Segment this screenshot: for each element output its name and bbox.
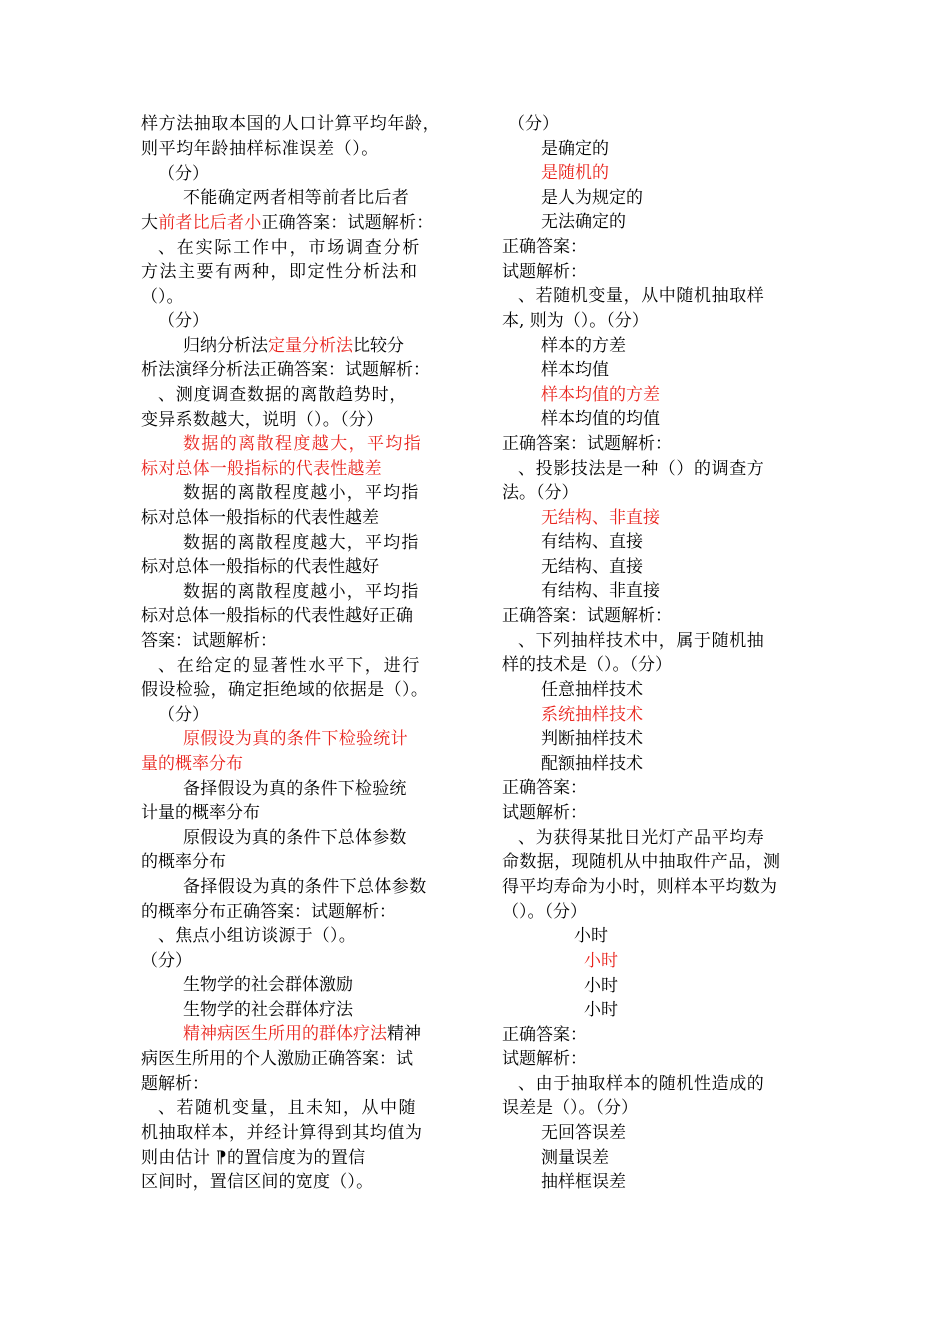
answer-highlight: 精神病医生所用的群体疗法	[183, 1024, 387, 1044]
answer-highlight: 无结构、非直接	[541, 508, 660, 528]
text-line: 、在给定的显著性水平下，进行	[158, 656, 422, 676]
answer-highlight: 样本均值的方差	[541, 385, 660, 405]
text-line	[183, 432, 422, 456]
answer-highlight: 标对总体一般指标的代表性越差	[141, 459, 382, 479]
text-line: 、由于抽取样本的随机性造成的	[518, 1074, 765, 1094]
text-span: 正确答案：试题解析：	[261, 213, 434, 233]
text-line: 、若随机变量，从中随机抽取样	[518, 286, 765, 306]
text-line: 任意抽样技术	[541, 680, 643, 700]
text-line: 备择假设为真的条件下检验统	[183, 779, 407, 799]
text-line: 题解析：	[141, 1074, 209, 1094]
text-line	[141, 457, 382, 481]
text-line: 得平均寿命为小时，则样本平均数为	[502, 877, 778, 897]
text-line: 数据的离散程度越小，平均指	[183, 483, 420, 503]
text-line: 配额抽样技术	[541, 754, 643, 774]
text-line: 样的技术是（）。（分）	[502, 655, 672, 675]
text-line: 正确答案：试题解析：	[502, 434, 672, 454]
text-line: 则由估计 ⁋的置信度为的置信	[141, 1148, 366, 1168]
text-line: 标对总体一般指标的代表性越好	[141, 557, 379, 577]
text-line: 不能确定两者相等前者比后者	[183, 188, 410, 208]
text-line: 抽样框误差	[541, 1172, 626, 1192]
text-line: （分）	[508, 114, 559, 134]
text-line	[141, 211, 433, 235]
text-line: 样本均值的均值	[541, 409, 660, 429]
text-line: 原假设为真的条件下总体参数	[183, 828, 407, 848]
text-line: 数据的离散程度越大，平均指	[183, 533, 420, 553]
text-line: 答案：试题解析：	[141, 631, 277, 651]
answer-highlight: 量的概率分布	[141, 754, 243, 774]
text-line: （分）	[158, 311, 209, 331]
text-line: （）。	[141, 287, 184, 307]
text-line: 、若随机变量，且未知，从中随	[158, 1098, 417, 1118]
text-line: 数据的离散程度越小，平均指	[183, 582, 420, 602]
text-line: 本, 则为（）。（分）	[502, 311, 649, 331]
text-line: 生物学的社会群体疗法	[183, 1000, 353, 1020]
text-line: 无法确定的	[541, 212, 626, 232]
text-line	[541, 161, 609, 185]
text-line: 正确答案：	[502, 778, 587, 798]
text-line: （）。（分）	[502, 902, 587, 922]
text-line: 小时	[584, 1000, 618, 1020]
text-line: 方法主要有两种，即定性分析法和	[141, 262, 419, 282]
text-line: （分）	[158, 164, 209, 184]
text-line: 的概率分布正确答案：试题解析：	[141, 902, 396, 922]
text-span: 精神	[387, 1024, 421, 1044]
answer-highlight: 小时	[584, 951, 618, 971]
text-line: 有结构、直接	[541, 532, 643, 552]
text-line	[541, 506, 660, 530]
answer-highlight: 前者比后者小	[158, 213, 262, 233]
text-line: （分）	[141, 951, 192, 971]
text-span: 大	[141, 213, 159, 233]
answer-highlight: 原假设为真的条件下检验统计	[183, 729, 408, 749]
text-line: 则平均年龄抽样标准误差（）。	[141, 139, 379, 159]
answer-highlight: 是随机的	[541, 163, 609, 183]
text-span: 比较分	[353, 336, 404, 356]
text-line: 试题解析：	[502, 803, 587, 823]
text-line: 的概率分布	[141, 852, 226, 872]
answer-highlight: 定量分析法	[268, 336, 353, 356]
text-line	[141, 752, 243, 776]
text-line: 小时	[574, 926, 608, 946]
text-line: 备择假设为真的条件下总体参数	[183, 877, 427, 897]
text-line: 、测度调查数据的离散趋势时，	[158, 385, 408, 405]
text-line: 误差是（）。（分）	[502, 1098, 638, 1118]
text-line: 是人为规定的	[541, 188, 643, 208]
text-line: （分）	[158, 705, 209, 725]
text-span: 归纳分析法	[183, 336, 268, 356]
answer-highlight: 系统抽样技术	[541, 705, 643, 725]
text-line: 小时	[584, 976, 618, 996]
text-line	[183, 334, 404, 358]
text-line: 、投影技法是一种（）的调查方	[518, 459, 765, 479]
text-line: 计量的概率分布	[141, 803, 260, 823]
text-line: 样本的方差	[541, 336, 626, 356]
text-line: 病医生所用的个人激励正确答案：试	[141, 1049, 413, 1069]
text-line: 测量误差	[541, 1148, 609, 1168]
text-line: 、为获得某批日光灯产品平均寿	[518, 828, 765, 848]
text-line	[183, 727, 408, 751]
text-line: 区间时，置信区间的宽度（）。	[141, 1172, 374, 1192]
text-line: 正确答案：	[502, 237, 587, 257]
text-line: 命数据，现随机从中抽取件产品，测	[502, 852, 781, 872]
text-line: 样本均值	[541, 360, 609, 380]
text-line: 试题解析：	[502, 1049, 587, 1069]
text-line: 、下列抽样技术中，属于随机抽	[518, 631, 765, 651]
text-line	[541, 703, 643, 727]
text-line: 判断抽样技术	[541, 729, 643, 749]
text-line: 试题解析：	[502, 262, 587, 282]
text-line: 无回答误差	[541, 1123, 626, 1143]
text-line: 机抽取样本，并经计算得到其均值为	[141, 1123, 423, 1143]
text-line: 、焦点小组访谈源于（）。	[158, 926, 356, 946]
text-line: 样方法抽取本国的人口计算平均年龄，	[141, 114, 441, 134]
text-line	[183, 1022, 421, 1046]
text-line: 标对总体一般指标的代表性越差	[141, 508, 379, 528]
text-line: 无结构、直接	[541, 557, 643, 577]
text-line: 正确答案：	[502, 1025, 587, 1045]
text-line: 法。（分）	[502, 483, 579, 503]
text-line: 生物学的社会群体激励	[183, 975, 353, 995]
answer-highlight: 数据的离散程度越大，平均指	[183, 434, 423, 454]
text-line: 有结构、非直接	[541, 581, 660, 601]
text-line: 析法演绎分析法正确答案：试题解析：	[141, 360, 430, 380]
text-line: 正确答案：试题解析：	[502, 606, 672, 626]
text-line: 标对总体一般指标的代表性越好正确	[141, 606, 413, 626]
text-line: 、在实际工作中，市场调查分析	[158, 238, 422, 258]
text-line: 假设检验，确定拒绝域的依据是（）。	[141, 680, 429, 700]
text-line	[541, 383, 660, 407]
text-line	[584, 949, 618, 973]
text-line: 变异系数越大，说明（）。（分）	[141, 410, 384, 430]
text-line: 是确定的	[541, 139, 609, 159]
